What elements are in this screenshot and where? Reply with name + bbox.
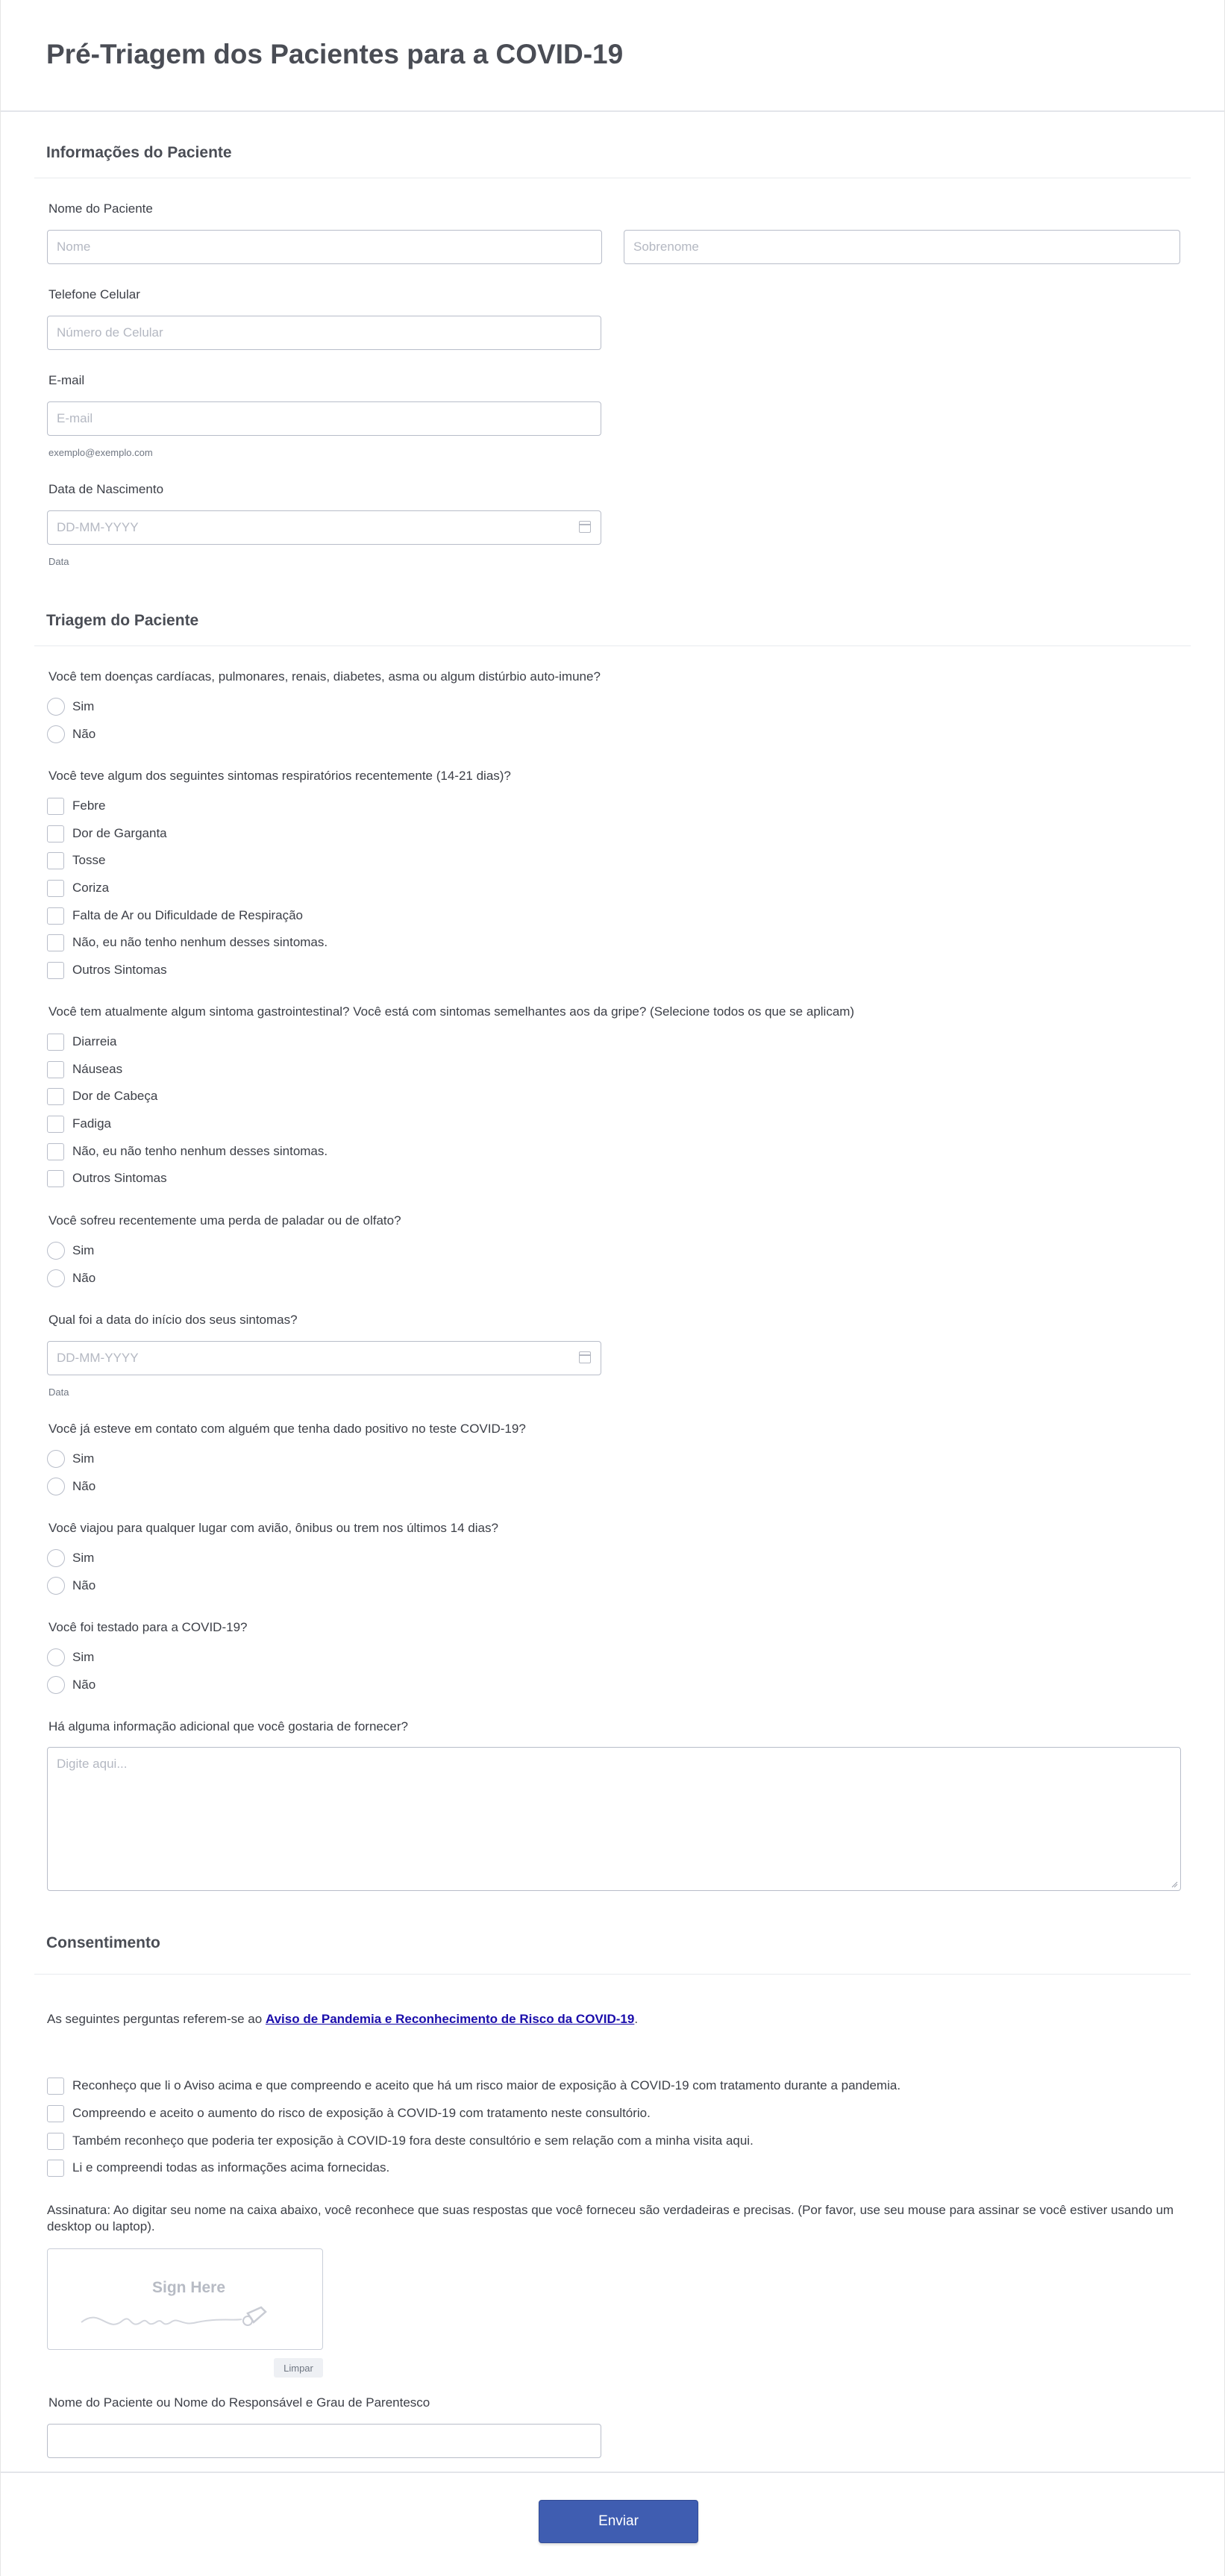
option-label: Diarreia <box>72 1034 117 1048</box>
q4-label: Você sofreu recentemente uma perda de paladar ou de olfato? <box>48 1213 401 1228</box>
signature-pad[interactable] <box>47 2248 323 2350</box>
q2-option[interactable] <box>47 795 105 816</box>
guardian-name-label: Nome do Paciente ou Nome do Responsável e Grau de Parentesco <box>48 2395 430 2410</box>
radio-button[interactable] <box>47 1676 65 1694</box>
section-title-triage: Triagem do Paciente <box>46 612 199 629</box>
checkbox[interactable] <box>47 798 64 815</box>
q7-option-nao[interactable] <box>47 1575 95 1596</box>
radio-button[interactable] <box>47 1242 65 1260</box>
email-sublabel: exemplo@exemplo.com <box>48 447 153 458</box>
option-label: Náuseas <box>72 1062 123 1076</box>
q7-option-sim[interactable] <box>47 1548 94 1569</box>
q5-label: Qual foi a data do início dos seus sintomas? <box>48 1313 298 1327</box>
checkbox[interactable] <box>47 1143 64 1160</box>
option-label: Outros Sintomas <box>72 963 167 977</box>
q8-label: Você foi testado para a COVID-19? <box>48 1620 248 1634</box>
phone-label: Telefone Celular <box>48 287 140 301</box>
q4-option-sim[interactable] <box>47 1240 94 1261</box>
option-label: Outros Sintomas <box>72 1171 167 1185</box>
phone-input[interactable] <box>47 316 601 350</box>
q4-option-nao[interactable] <box>47 1268 95 1289</box>
section-title-patient-info: Informações do Paciente <box>46 144 232 161</box>
option-label: Dor de Garganta <box>72 826 167 840</box>
option-label: Não <box>72 1479 96 1493</box>
option-label: Tosse <box>72 853 106 867</box>
q3-option[interactable] <box>47 1113 111 1134</box>
signature-scribble-icon <box>78 2292 301 2337</box>
option-label: Reconheço que li o Aviso acima e que compreendo e aceito que há um risco maior de exposição à COVID-19 com tratamento durante a pandemia. <box>72 2078 901 2092</box>
option-label: Não <box>72 727 96 741</box>
q2-option[interactable] <box>47 932 328 953</box>
option-label: Sim <box>72 1243 95 1257</box>
checkbox[interactable] <box>47 1034 64 1051</box>
section-divider <box>34 1974 1191 1975</box>
option-label: Não, eu não tenho nenhum desses sintomas. <box>72 1144 328 1158</box>
option-label: Coriza <box>72 881 110 895</box>
option-label: Li e compreendi todas as informações acima fornecidas. <box>72 2160 390 2175</box>
dob-field <box>47 510 601 545</box>
radio-button[interactable] <box>47 725 65 743</box>
consent-option[interactable] <box>47 2157 389 2178</box>
q3-option[interactable] <box>47 1031 117 1052</box>
radio-button[interactable] <box>47 1478 65 1495</box>
section-divider <box>34 645 1191 646</box>
option-label: Fadiga <box>72 1116 111 1131</box>
option-label: Não, eu não tenho nenhum desses sintomas. <box>72 935 328 949</box>
symptom-date-input[interactable] <box>47 1341 601 1375</box>
form-title: Pré-Triagem dos Pacientes para a COVID-19 <box>46 39 624 69</box>
signature-placeholder: Sign Here <box>152 2279 226 2296</box>
option-label: Falta de Ar ou Dificuldade de Respiração <box>72 908 304 922</box>
patient-name-label: Nome do Paciente <box>48 201 153 216</box>
dob-input[interactable] <box>47 510 601 545</box>
q3-option[interactable] <box>47 1141 328 1162</box>
option-label: Não <box>72 1578 96 1592</box>
q6-option-nao[interactable] <box>47 1476 95 1497</box>
q2-option[interactable] <box>47 823 167 844</box>
consent-intro-text: As seguintes perguntas referem-se ao <box>47 2012 266 2026</box>
checkbox[interactable] <box>47 2133 64 2150</box>
checkbox[interactable] <box>47 825 64 842</box>
dob-label: Data de Nascimento <box>48 482 164 496</box>
q6-option-sim[interactable] <box>47 1448 94 1469</box>
option-label: Dor de Cabeça <box>72 1089 158 1103</box>
q2-option[interactable] <box>47 878 109 898</box>
symptom-date-field <box>47 1341 601 1375</box>
additional-info-textarea[interactable] <box>47 1747 1181 1891</box>
submit-button[interactable]: Enviar <box>539 2500 698 2543</box>
q3-option[interactable] <box>47 1059 122 1080</box>
calendar-icon[interactable] <box>579 1351 591 1363</box>
q3-option[interactable] <box>47 1168 167 1189</box>
checkbox[interactable] <box>47 880 64 897</box>
email-input[interactable] <box>47 401 601 436</box>
consent-option[interactable] <box>47 2103 651 2124</box>
q2-label: Você teve algum dos seguintes sintomas respiratórios recentemente (14-21 dias)? <box>48 769 511 783</box>
q6-label: Você já esteve em contato com alguém que tenha dado positivo no teste COVID-19? <box>48 1422 526 1436</box>
radio-button[interactable] <box>47 1549 65 1567</box>
radio-button[interactable] <box>47 1577 65 1595</box>
radio-button[interactable] <box>47 1269 65 1287</box>
checkbox[interactable] <box>47 852 64 869</box>
option-label: Sim <box>72 1650 95 1664</box>
checkbox[interactable] <box>47 2078 64 2095</box>
checkbox[interactable] <box>47 1170 64 1187</box>
resize-handle-icon[interactable] <box>1171 1881 1178 1888</box>
checkbox[interactable] <box>47 934 64 951</box>
q1-option-nao[interactable] <box>47 724 95 745</box>
q1-label: Você tem doenças cardíacas, pulmonares, renais, diabetes, asma ou algum distúrbio auto-imune? <box>48 669 601 684</box>
option-label: Sim <box>72 699 95 713</box>
checkbox[interactable] <box>47 962 64 979</box>
option-label: Não <box>72 1678 96 1692</box>
q2-option[interactable] <box>47 960 167 981</box>
q2-option[interactable] <box>47 850 105 871</box>
email-label: E-mail <box>48 373 85 387</box>
guardian-name-input[interactable] <box>47 2424 601 2458</box>
radio-button[interactable] <box>47 1648 65 1666</box>
symptom-date-sublabel: Data <box>48 1387 69 1398</box>
first-name-input[interactable] <box>47 230 602 264</box>
dob-sublabel: Data <box>48 556 69 567</box>
q7-label: Você viajou para qualquer lugar com avião, ônibus ou trem nos últimos 14 dias? <box>48 1521 498 1535</box>
q3-label: Você tem atualmente algum sintoma gastrointestinal? Você está com sintomas semelhantes aos da gripe? (Selecione todos os que se aplicam) <box>48 1004 855 1019</box>
checkbox[interactable] <box>47 907 64 925</box>
radio-button[interactable] <box>47 1450 65 1468</box>
consent-option[interactable] <box>47 2075 900 2096</box>
last-name-input[interactable] <box>624 230 1180 264</box>
checkbox[interactable] <box>47 2105 64 2122</box>
form-footer <box>1 2472 1224 2576</box>
radio-button[interactable] <box>47 698 65 716</box>
option-label: Não <box>72 1271 96 1285</box>
form-header <box>1 0 1224 112</box>
consent-option[interactable] <box>47 2130 754 2151</box>
section-title-consent: Consentimento <box>46 1934 160 1951</box>
option-label: Febre <box>72 798 106 813</box>
checkbox[interactable] <box>47 1088 64 1105</box>
signature-label: Assinatura: Ao digitar seu nome na caixa abaixo, você reconhece que suas respostas que você forneceu são verdadeiras e precisas. (Por favor, use seu mouse para assinar se você estiver usando um desktop ou laptop). <box>47 2203 1174 2233</box>
checkbox[interactable] <box>47 1116 64 1133</box>
q2-option[interactable] <box>47 905 303 926</box>
q3-option[interactable] <box>47 1086 157 1107</box>
q9-label: Há alguma informação adicional que você gostaria de fornecer? <box>48 1719 408 1734</box>
clear-signature-button[interactable]: Limpar <box>274 2358 323 2378</box>
option-label: Sim <box>72 1451 95 1466</box>
checkbox[interactable] <box>47 1061 64 1078</box>
option-label: Também reconheço que poderia ter exposição à COVID-19 fora deste consultório e sem relação com a minha visita aqui. <box>72 2133 754 2148</box>
calendar-icon[interactable] <box>579 521 591 533</box>
option-label: Sim <box>72 1551 95 1565</box>
q8-option-nao[interactable] <box>47 1675 95 1695</box>
option-label: Compreendo e aceito o aumento do risco de exposição à COVID-19 com tratamento neste consultório. <box>72 2106 651 2120</box>
consent-intro-period: . <box>634 2012 639 2026</box>
consent-intro <box>47 2012 638 2027</box>
q8-option-sim[interactable] <box>47 1647 94 1668</box>
checkbox[interactable] <box>47 2160 64 2177</box>
q1-option-sim[interactable] <box>47 696 94 717</box>
pandemic-notice-link[interactable]: Aviso de Pandemia e Reconhecimento de Risco da COVID-19 <box>265 2012 635 2026</box>
